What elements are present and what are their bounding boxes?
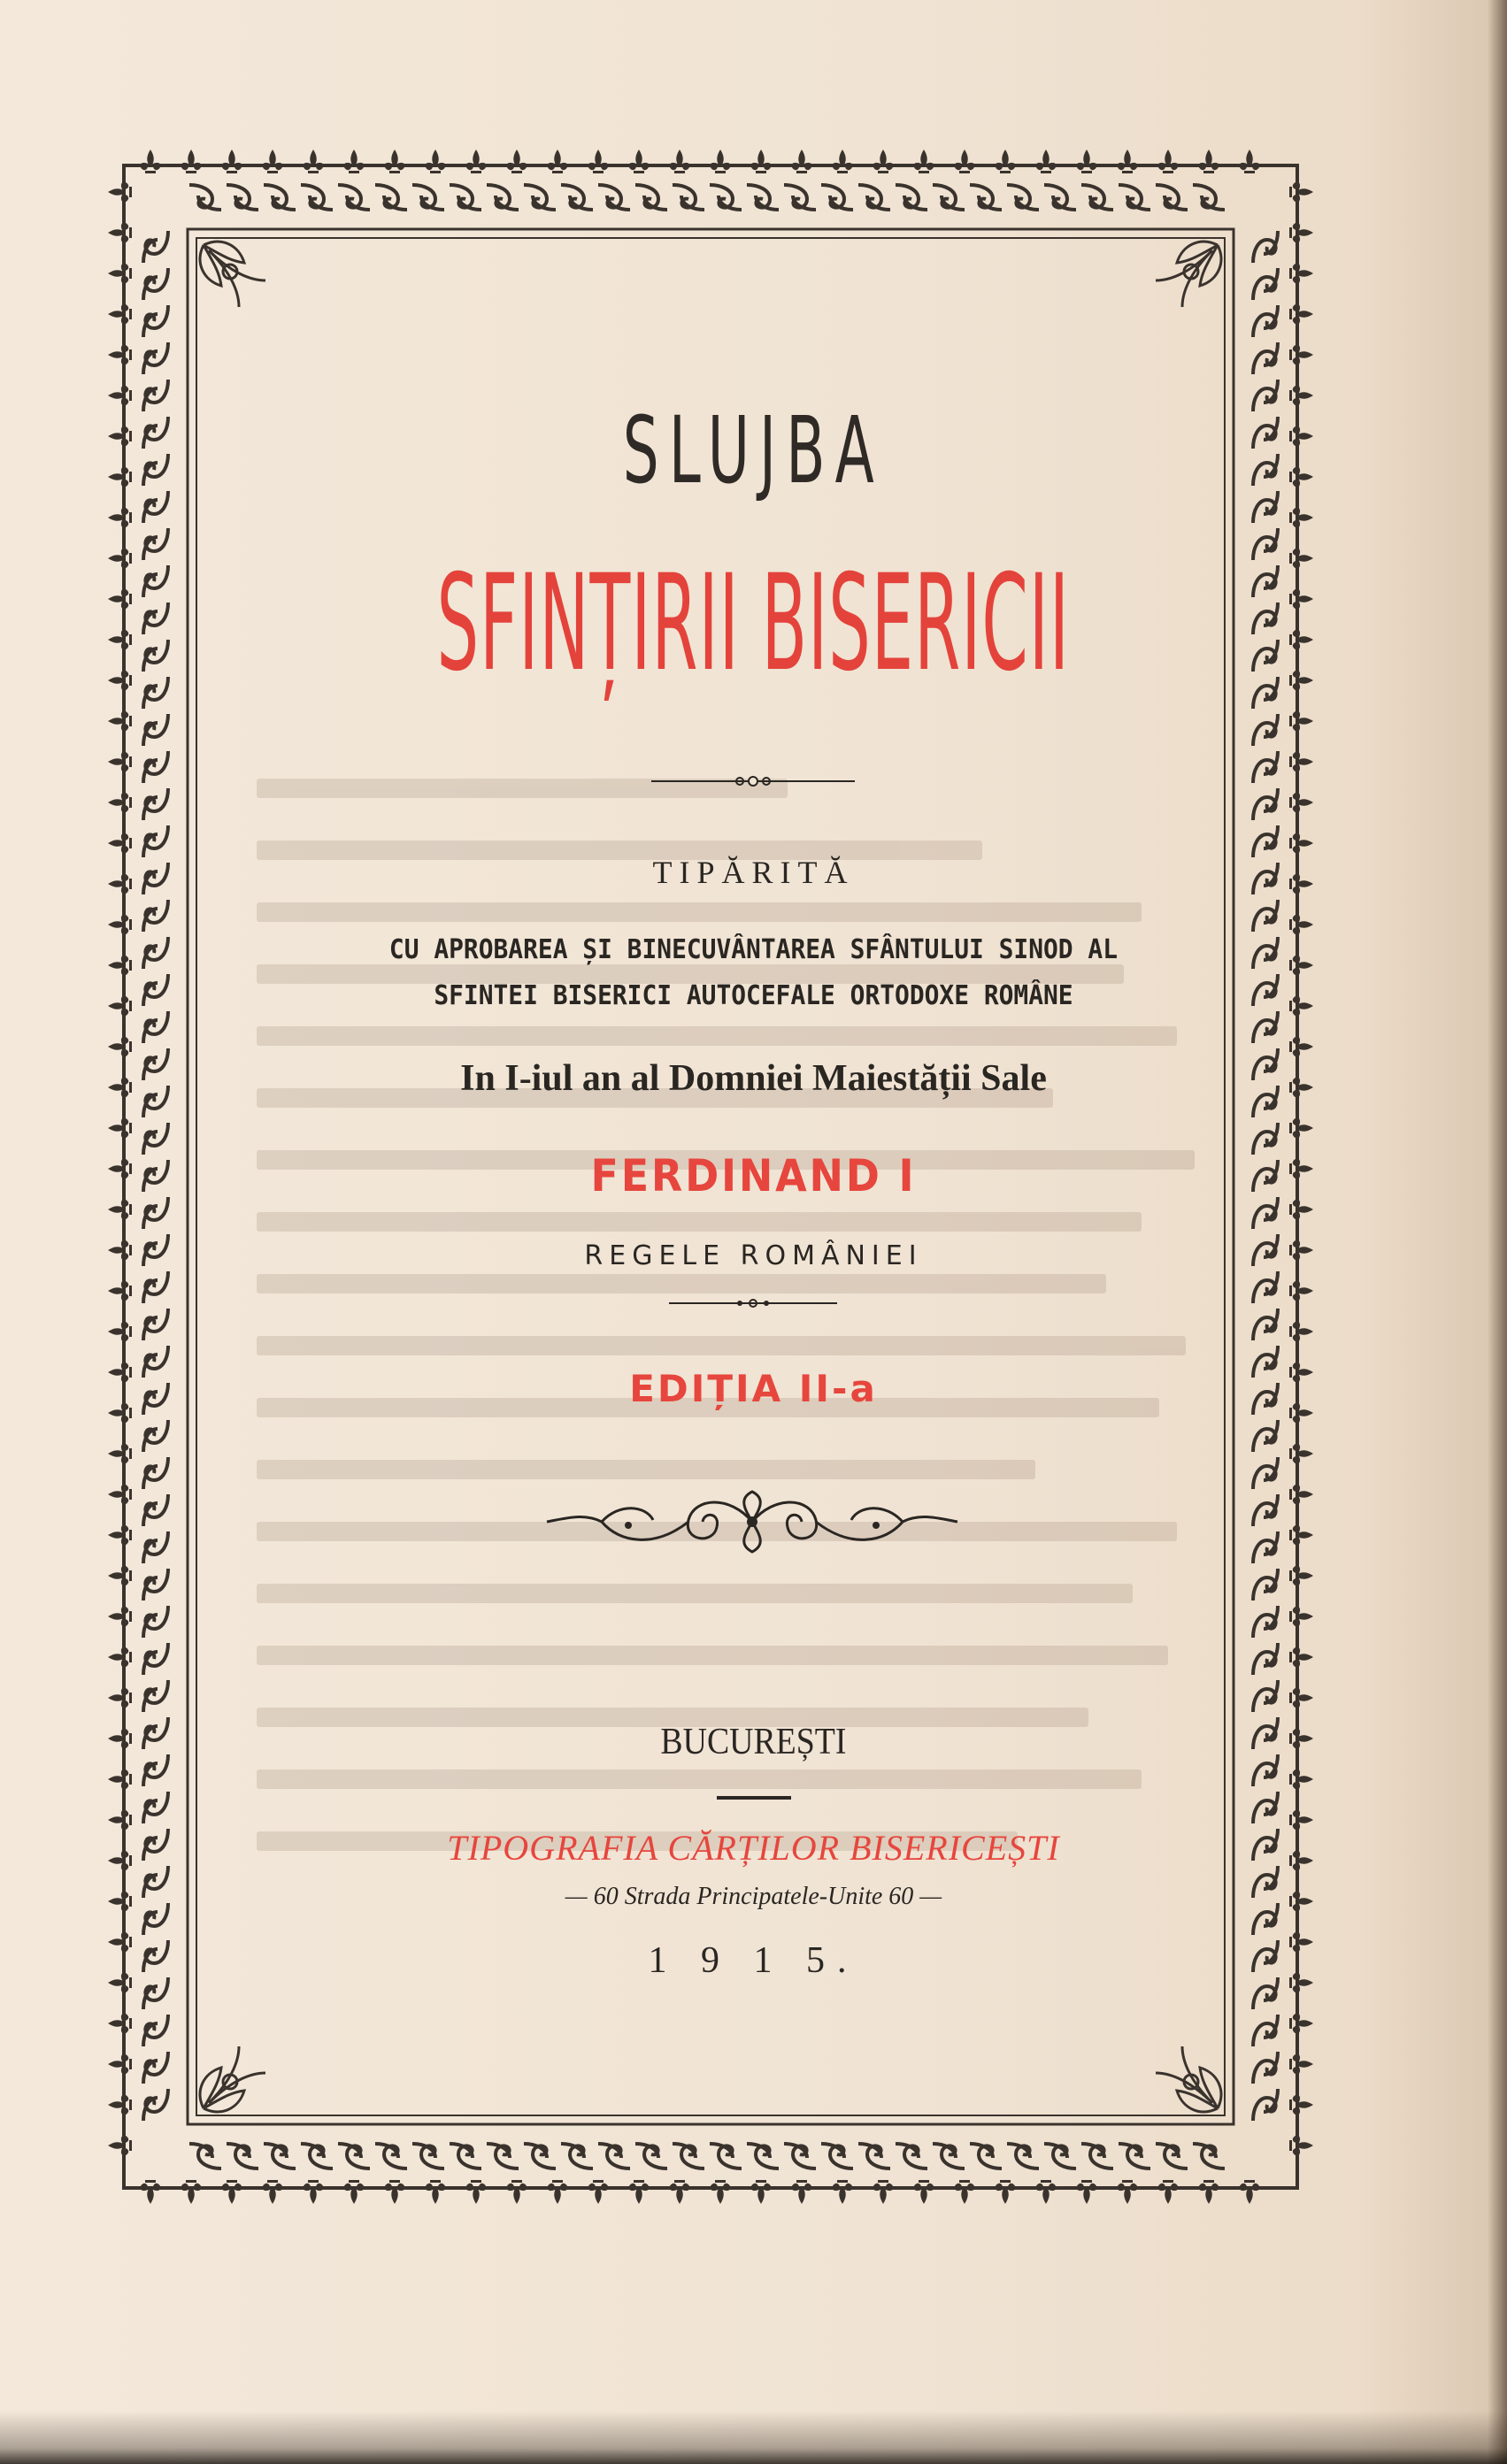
spine-shadow bbox=[1488, 0, 1507, 2464]
printer-name: TIPOGRAFIA CĂRȚILOR BISERICEȘTI bbox=[447, 1828, 1060, 1868]
flourish-ornament bbox=[540, 1486, 965, 1557]
ornamental-divider-middle bbox=[669, 1297, 837, 1309]
ornamental-divider-top bbox=[651, 775, 855, 787]
king-title: REGELE ROMÂNIEI bbox=[584, 1240, 923, 1271]
king-name: FERDINAND I bbox=[590, 1150, 917, 1201]
printed-label: TIPĂRITĂ bbox=[652, 855, 855, 890]
title-sfintirii-bisericii: SFINȚIRII BISERICII bbox=[436, 547, 1070, 701]
city-label: BUCUREȘTI bbox=[660, 1722, 847, 1762]
edition-label: EDIȚIA II-a bbox=[629, 1367, 878, 1410]
printer-address: — 60 Strada Principatele-Unite 60 — bbox=[565, 1883, 942, 1910]
reign-line: In I-iul an al Domniei Maiestății Sale bbox=[460, 1058, 1047, 1099]
publication-year: 1 9 1 5. bbox=[648, 1940, 859, 1981]
bottom-edge-shadow bbox=[0, 2411, 1507, 2464]
title-slujba: SLUJBA bbox=[622, 396, 884, 504]
approval-line-1: CU APROBAREA ȘI BINECUVÂNTAREA SFÂNTULUI SINOD AL bbox=[388, 934, 1118, 965]
short-rule bbox=[717, 1796, 791, 1800]
approval-line-2: SFINTEI BISERICI AUTOCEFALE ORTODOXE ROMÂNE bbox=[434, 980, 1073, 1011]
